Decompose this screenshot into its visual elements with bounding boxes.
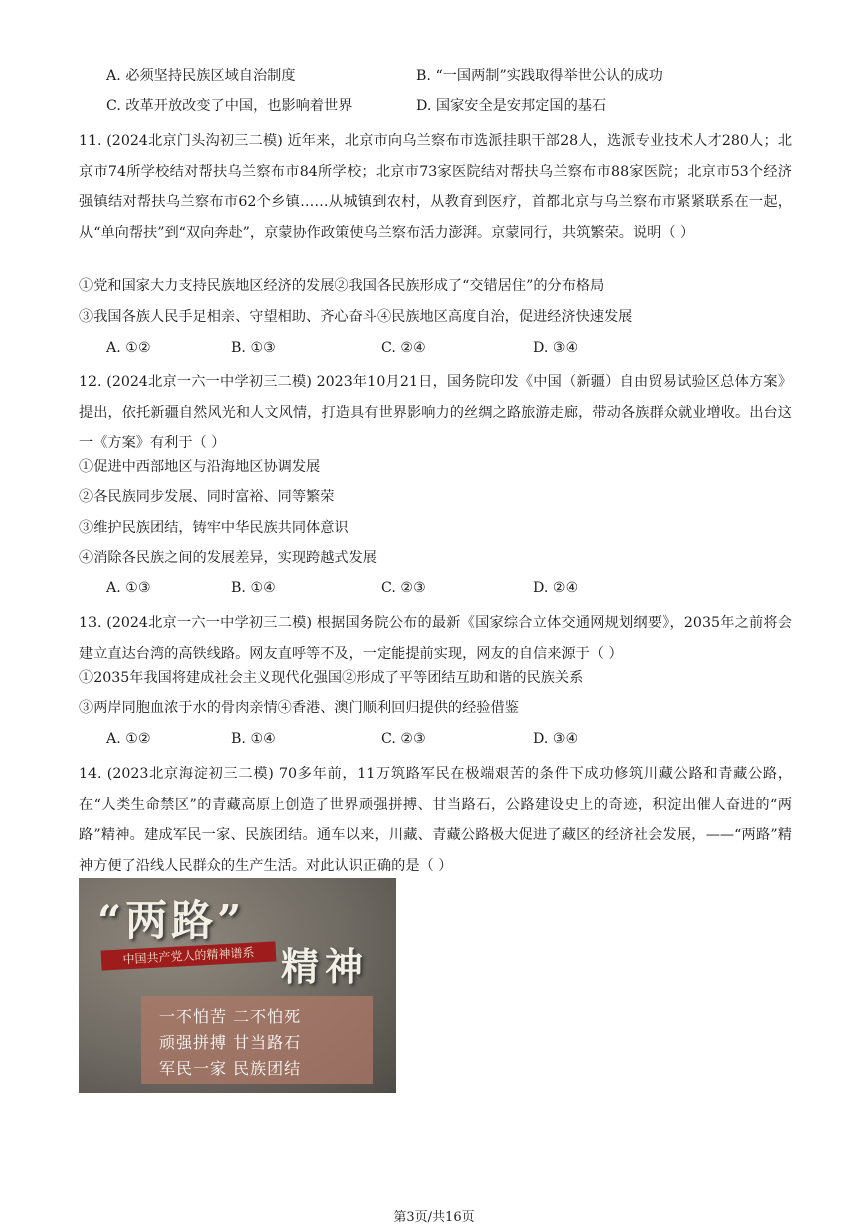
q13-number: 13. (79, 615, 102, 631)
q12-statement-4: ④消除各民族之间的发展差异，实现跨越式发展 (79, 550, 377, 566)
q12-statement-1: ①促进中西部地区与沿海地区协调发展 (79, 459, 321, 475)
q10-option-b: B. “一国两制”实践取得举世公认的成功 (416, 68, 663, 84)
q13-statement-2: ③两岸同胞血浓于水的骨肉亲情④香港、澳门顺利回归提供的经验借鉴 (79, 700, 519, 716)
q12-statement-2: ②各民族同步发展、同时富裕、同等繁荣 (79, 489, 335, 505)
q13-option-d: D. ③④ (533, 731, 579, 747)
page-footer: 第3页/共16页 (393, 1210, 475, 1225)
q10-option-a: A. 必须坚持民族区域自治制度 (106, 68, 296, 84)
q13-statement-1: ①2035年我国将建成社会主义现代化强国②形成了平等团结互助和谐的民族关系 (79, 670, 584, 686)
q13-option-a: A. ①② (106, 731, 151, 747)
q11-option-c: C. ②④ (381, 340, 426, 356)
q12-stem (79, 367, 792, 459)
q13-stem-text: (2024北京一六一中学初三二模) 根据国务院公布的最新《国家综合立体交通网规划纲要》，2035年之前将会建立直达台湾的高铁线路。网友直呼等不及，一定能提前实现，网友的自信来源于（ ） (79, 615, 792, 662)
q14-stem-text: (2023北京海淀初三二模) 70多年前，11万筑路军民在极端艰苦的条件下成功修筑川藏公路和青藏公路，在“人类生命禁区”的青藏高原上创造了世界顽强拼搏、甘当路石，公路建设史上的奇迹，积淀出催人奋进的“两路”精神。建成军民一家、民族团结。通车以来，川藏、青藏公路极大促进了藏区的经济社会发展，——“两路”精神方便了沿线人民群众的生产生活。对此认识正确的是（ ） (79, 766, 793, 874)
q14-stem (79, 759, 792, 881)
q12-option-c: C. ②③ (381, 580, 426, 596)
q13-option-c: C. ②③ (381, 731, 426, 747)
figure-banner: 中国共产党人的精神谱系 (101, 941, 277, 970)
q11-option-b: B. ①③ (231, 340, 276, 356)
q12-statement-3: ③维护民族团结，铸牢中华民族共同体意识 (79, 520, 349, 536)
q13-stem (79, 608, 792, 669)
q11-option-a: A. ①② (106, 340, 151, 356)
q11-statement-1: ①党和国家大力支持民族地区经济的发展②我国各民族形成了“交错居住”的分布格局 (79, 278, 605, 294)
figure-line-3: 军民一家 民族团结 (159, 1059, 302, 1078)
q13-option-b: B. ①④ (231, 731, 276, 747)
q12-option-a: A. ①③ (106, 580, 151, 596)
q11-stem-text: (2024北京门头沟初三二模) 近年来，北京市向乌兰察布市选派挂职干部28人，选派专业技术人才280人；北京市74所学校结对帮扶乌兰察布市84所学校；北京市73家医院结对帮扶乌兰察布市88家医院；北京市53个经济强镇结对帮扶乌兰察布市62个乡镇……从城镇到农村，从教育到医疗，首都北京与乌兰察布市紧紧联系在一起，从“单向帮扶”到“双向奔赴”，京蒙协作政策使乌兰察布活力澎湃。京蒙同行，共筑繁荣。说明（ ） (79, 133, 793, 241)
q10-option-c: C. 改革开放改变了中国，也影响着世界 (106, 98, 353, 114)
q11-number: 11. (79, 133, 102, 149)
q12-stem-text: (2024北京一六一中学初三二模) 2023年10月21日，国务院印发《中国（新疆）自由贸易试验区总体方案》提出，依托新疆自然风光和人文风情，打造具有世界影响力的丝绸之路旅游走廊，带动各族群众就业增收。出台这一《方案》有利于（ ） (79, 374, 793, 451)
q12-number: 12. (79, 374, 102, 390)
two-roads-spirit-image (79, 878, 396, 1093)
q11-statement-2: ③我国各族人民手足相亲、守望相助、齐心奋斗④民族地区高度自治，促进经济快速发展 (79, 309, 633, 325)
figure-line-2: 顽强拼搏 甘当路石 (159, 1033, 302, 1052)
figure-subtitle: 精神 (281, 944, 370, 989)
figure-text-box (141, 996, 373, 1084)
figure-line-1: 一不怕苦 二不怕死 (159, 1007, 302, 1026)
q12-option-b: B. ①④ (231, 580, 276, 596)
q12-option-d: D. ②④ (533, 580, 579, 596)
q10-option-d: D. 国家安全是安邦定国的基石 (416, 98, 607, 114)
q11-option-d: D. ③④ (533, 340, 579, 356)
figure-title: “两路” (97, 896, 246, 945)
q11-stem (79, 126, 792, 248)
q14-number: 14. (79, 766, 102, 782)
